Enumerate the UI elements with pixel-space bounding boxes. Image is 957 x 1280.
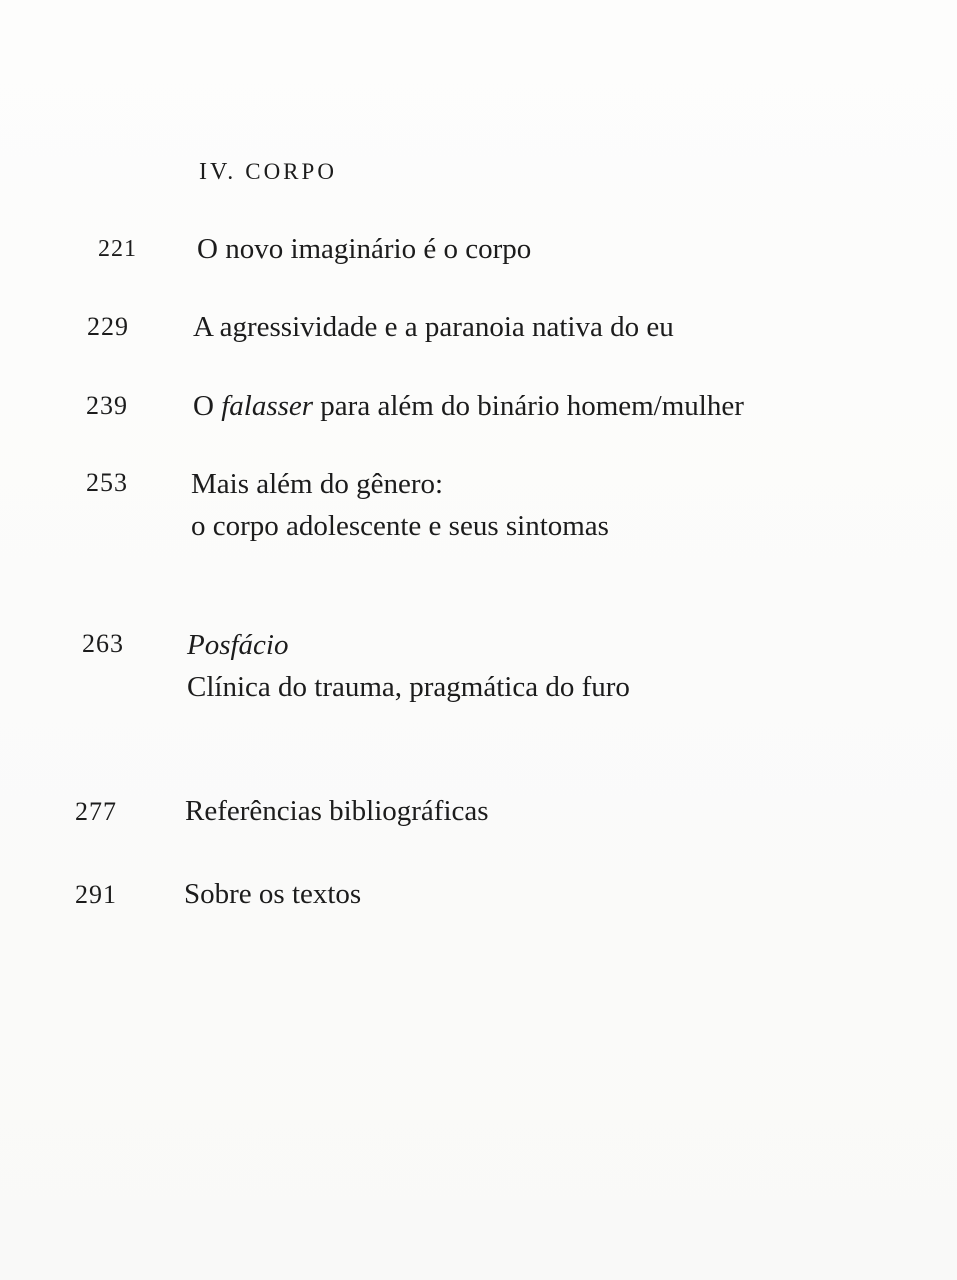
toc-page-number: 229: [87, 312, 129, 341]
section-heading: [199, 156, 337, 188]
toc-title-emphasis: falasser: [221, 390, 314, 422]
toc-title-line: Mais além do gênero:: [191, 468, 444, 500]
toc-page-number: 239: [86, 391, 128, 420]
toc-title-line: A agressividade e a paranoia nativa do eu: [193, 311, 674, 343]
toc-page-number: 253: [86, 468, 128, 497]
toc-page-number: 277: [75, 797, 117, 826]
section-numeral: IV.: [199, 159, 237, 185]
toc-title: [185, 790, 489, 832]
toc-title-line: Clínica do trauma, pragmática do furo: [187, 671, 630, 703]
toc-title-part: O: [193, 390, 222, 422]
toc-title-part: para além do binário homem/mulher: [313, 390, 744, 422]
toc-title: [197, 228, 531, 270]
toc-title-line: o corpo adolescente e seus sintomas: [191, 510, 609, 542]
toc-title: [187, 624, 630, 708]
toc-title-line: O novo imaginário é o corpo: [197, 233, 532, 265]
toc-title-line: Referências bibliográficas: [185, 795, 489, 827]
toc-title-line: Sobre os textos: [184, 878, 362, 910]
toc-title: [193, 385, 744, 427]
section-title: CORPO: [245, 159, 337, 184]
toc-title: [193, 306, 674, 348]
toc-page-number: 221: [98, 236, 137, 262]
toc-title: [191, 463, 609, 547]
toc-page-number: 263: [82, 629, 124, 658]
toc-page-number: 291: [75, 880, 117, 909]
toc-title-line: Posfácio: [187, 629, 289, 661]
toc-title: [184, 873, 361, 915]
toc-title-line: [193, 385, 744, 427]
